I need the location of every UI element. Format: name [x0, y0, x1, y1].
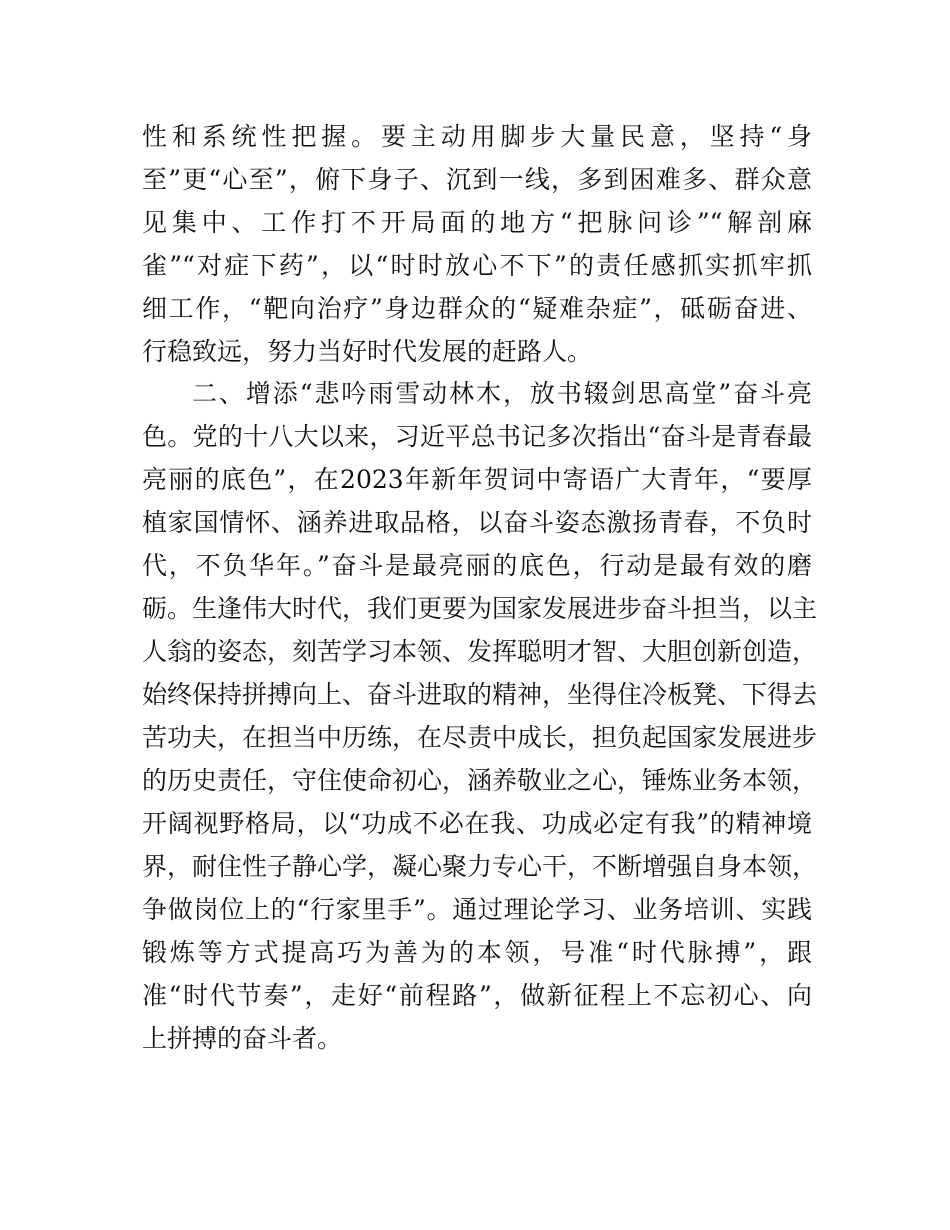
text-line: 代，不负华年。”奋斗是最亮丽的底色，行动是最有效的磨	[142, 551, 812, 580]
text-line: 亮丽的底色”，在2023年新年贺词中寄语广大青年，“要厚	[142, 465, 812, 494]
text-line: 苦功夫，在担当中历练，在尽责中成长，担负起国家发展进步	[142, 723, 818, 752]
section-heading-line: 二、增添“悲吟雨雪动林木，放书辍剑思高堂”奋斗亮	[192, 379, 812, 408]
text-line: 植家国情怀、涵养进取品格，以奋斗姿态激扬青春，不负时	[142, 508, 812, 537]
text-line: 锻炼等方式提高巧为善为的本领，号准“时代脉搏”，跟	[142, 938, 812, 967]
text-line: 的历史责任，守住使命初心，涵养敬业之心，锤炼业务本领，	[142, 766, 818, 795]
text-line: 雀”“对症下药”，以“时时放心不下”的责任感抓实抓牢抓	[142, 251, 812, 280]
text-line: 上拼搏的奋斗者。	[142, 1024, 343, 1053]
text-line: 争做岗位上的“行家里手”。通过理论学习、业务培训、实践	[142, 895, 812, 924]
paragraph-2	[142, 372, 818, 1060]
text-line: 始终保持拼搏向上、奋斗进取的精神，坐得住冷板凳、下得去	[142, 680, 818, 709]
text-line: 人翁的姿态，刻苦学习本领、发挥聪明才智、大胆创新创造，	[142, 637, 818, 666]
text-line: 砺。生逢伟大时代，我们更要为国家发展进步奋斗担当，以主	[142, 594, 818, 623]
text-line: 性和系统性把握。要主动用脚步大量民意，坚持“身	[142, 122, 812, 151]
text-line: 至”更“心至”，俯下身子、沉到一线，多到困难多、群众意	[142, 165, 812, 194]
paragraph-1	[142, 115, 812, 373]
text-line: 开阔视野格局，以“功成不必在我、功成必定有我”的精神境	[142, 809, 812, 838]
text-line: 行稳致远，努力当好时代发展的赶路人。	[142, 337, 593, 366]
text-line: 细工作，“靶向治疗”身边群众的“疑难杂症”，砥砺奋进、	[142, 294, 812, 323]
text-line: 界，耐住性子静心学，凝心聚力专心干，不断增强自身本领，	[142, 852, 818, 881]
text-line: 准“时代节奏”，走好“前程路”，做新征程上不忘初心、向	[142, 981, 812, 1010]
text-line: 见集中、工作打不开局面的地方“把脉问诊”“解剖麻	[142, 208, 812, 237]
text-line: 色。党的十八大以来，习近平总书记多次指出“奋斗是青春最	[142, 422, 812, 451]
